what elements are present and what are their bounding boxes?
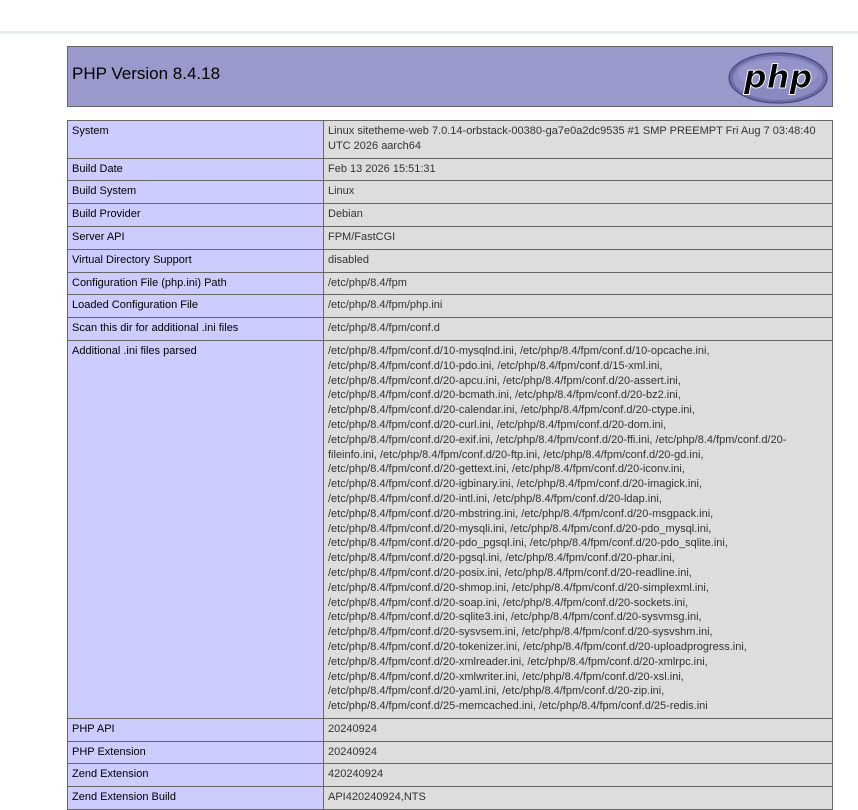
- row-value: [324, 158, 833, 181]
- table-row: [68, 181, 833, 204]
- row-value-line: /etc/php/8.4/fpm: [328, 276, 407, 289]
- row-value-line: 20240924: [328, 745, 377, 758]
- row-value-line: Linux sitetheme-web 7.0.14-orbstack-00380-ga7e0a2dc9535 #1 SMP PREEMPT Fri Aug 7 03:48:40: [328, 125, 816, 137]
- row-value: [324, 226, 833, 249]
- row-value-line: API420240924,NTS: [328, 791, 426, 804]
- row-value: [324, 121, 833, 159]
- phpinfo-header: [67, 46, 833, 107]
- row-value-line: /etc/php/8.4/fpm/conf.d/20-bcmath.ini, /etc/php/8.4/fpm/conf.d/20-bz2.ini,: [328, 389, 681, 402]
- row-value-line: /etc/php/8.4/fpm/conf.d/25-memcached.ini, /etc/php/8.4/fpm/conf.d/25-redis.ini: [328, 700, 708, 713]
- row-value: [324, 787, 833, 810]
- row-value-line: /etc/php/8.4/fpm/conf.d/20-xmlreader.ini, /etc/php/8.4/fpm/conf.d/20-xmlrpc.ini,: [328, 655, 708, 668]
- table-row: [68, 121, 833, 159]
- table-row: [68, 272, 833, 295]
- table-row: [68, 249, 833, 272]
- row-value-line: /etc/php/8.4/fpm/conf.d/20-soap.ini, /etc/php/8.4/fpm/conf.d/20-sockets.ini,: [328, 596, 689, 609]
- row-key: Zend Extension Build: [68, 787, 324, 810]
- row-value: [324, 204, 833, 227]
- row-value: [324, 741, 833, 764]
- row-value-line: /etc/php/8.4/fpm/conf.d/20-mbstring.ini, /etc/php/8.4/fpm/conf.d/20-msgpack.ini,: [328, 507, 714, 520]
- row-value-line: /etc/php/8.4/fpm/conf.d/20-intl.ini, /etc/php/8.4/fpm/conf.d/20-ldap.ini,: [328, 492, 662, 505]
- svg-text:php: php: [743, 58, 813, 96]
- row-value: [324, 340, 833, 718]
- row-key: Server API: [68, 226, 324, 249]
- row-value-line: 20240924: [328, 722, 377, 735]
- page-title: PHP Version 8.4.18: [72, 64, 221, 83]
- row-key: Build Provider: [68, 204, 324, 227]
- phpinfo-container: [67, 46, 833, 810]
- row-value-line: disabled: [328, 253, 369, 266]
- row-value-line: Linux: [328, 185, 355, 198]
- row-value-line: /etc/php/8.4/fpm/conf.d/20-sqlite3.ini, /etc/php/8.4/fpm/conf.d/20-sysvmsg.ini,: [328, 611, 702, 624]
- row-value-line: /etc/php/8.4/fpm/conf.d/20-xmlwriter.ini, /etc/php/8.4/fpm/conf.d/20-xsl.ini,: [328, 670, 684, 683]
- table-row: [68, 318, 833, 341]
- row-key: Loaded Configuration File: [68, 295, 324, 318]
- row-value-line: /etc/php/8.4/fpm/conf.d/20-shmop.ini, /etc/php/8.4/fpm/conf.d/20-simplexml.ini,: [328, 581, 709, 594]
- row-value: [324, 272, 833, 295]
- row-value: [324, 764, 833, 787]
- row-value-line: /etc/php/8.4/fpm/conf.d/20-igbinary.ini, /etc/php/8.4/fpm/conf.d/20-imagick.ini,: [328, 478, 702, 491]
- table-row: [68, 204, 833, 227]
- row-value-line: /etc/php/8.4/fpm/conf.d/10-pdo.ini, /etc/php/8.4/fpm/conf.d/15-xml.ini,: [328, 359, 663, 372]
- row-key: Additional .ini files parsed: [68, 340, 324, 718]
- row-value-line: /etc/php/8.4/fpm/conf.d/20-apcu.ini, /etc/php/8.4/fpm/conf.d/20-assert.ini,: [328, 374, 681, 387]
- row-value-line: Feb 13 2026 15:51:31: [328, 162, 436, 175]
- row-value: [324, 295, 833, 318]
- row-key: Build Date: [68, 158, 324, 181]
- row-value-line: /etc/php/8.4/fpm/conf.d/10-mysqlnd.ini, /etc/php/8.4/fpm/conf.d/10-opcache.ini,: [328, 344, 710, 357]
- row-key: Zend Extension: [68, 764, 324, 787]
- row-value-line: /etc/php/8.4/fpm/conf.d/20-mysqli.ini, /etc/php/8.4/fpm/conf.d/20-pdo_mysql.ini,: [328, 522, 712, 535]
- table-row: [68, 158, 833, 181]
- row-value-line: /etc/php/8.4/fpm/conf.d/20-yaml.ini, /etc/php/8.4/fpm/conf.d/20-zip.ini,: [328, 685, 665, 698]
- table-row: [68, 718, 833, 741]
- row-value: [324, 249, 833, 272]
- system-info-table: [67, 120, 833, 810]
- row-value-line: 420240924: [328, 768, 384, 781]
- table-row: [68, 787, 833, 810]
- row-key: PHP API: [68, 718, 324, 741]
- row-value-line: /etc/php/8.4/fpm/conf.d/20-tokenizer.ini, /etc/php/8.4/fpm/conf.d/20-uploadprogress.ini,: [328, 640, 747, 653]
- row-value-line: FPM/FastCGI: [328, 230, 396, 243]
- php-logo-icon[interactable]: [728, 52, 828, 104]
- row-value-line: /etc/php/8.4/fpm/conf.d/20-pgsql.ini, /etc/php/8.4/fpm/conf.d/20-phar.ini,: [328, 552, 675, 565]
- row-value-line: /etc/php/8.4/fpm/conf.d/20-calendar.ini, /etc/php/8.4/fpm/conf.d/20-ctype.ini,: [328, 404, 695, 417]
- row-value-line: /etc/php/8.4/fpm/conf.d/20-pdo_pgsql.ini, /etc/php/8.4/fpm/conf.d/20-pdo_sqlite.ini,: [328, 537, 728, 550]
- row-value-line: /etc/php/8.4/fpm/conf.d/20-posix.ini, /etc/php/8.4/fpm/conf.d/20-readline.ini,: [328, 566, 692, 579]
- row-value-line: /etc/php/8.4/fpm/conf.d/20-sysvsem.ini, /etc/php/8.4/fpm/conf.d/20-sysvshm.ini,: [328, 626, 713, 639]
- row-value-line: UTC 2026 aarch64: [328, 139, 421, 152]
- table-row: [68, 295, 833, 318]
- row-value-line: /etc/php/8.4/fpm/conf.d/20-gettext.ini, /etc/php/8.4/fpm/conf.d/20-iconv.ini,: [328, 463, 685, 476]
- row-value-line: /etc/php/8.4/fpm/conf.d: [328, 322, 440, 335]
- row-key: System: [68, 121, 324, 159]
- row-key: PHP Extension: [68, 741, 324, 764]
- row-key: Virtual Directory Support: [68, 249, 324, 272]
- row-value-line: /etc/php/8.4/fpm/conf.d/20-exif.ini, /etc/php/8.4/fpm/conf.d/20-ffi.ini, /etc/php/8.4/fpm/conf.d/20-: [328, 433, 787, 446]
- row-value-line: /etc/php/8.4/fpm/php.ini: [328, 299, 443, 312]
- row-key: Configuration File (php.ini) Path: [68, 272, 324, 295]
- browser-top-strip: [0, 0, 858, 34]
- row-value: [324, 318, 833, 341]
- row-key: Scan this dir for additional .ini files: [68, 318, 324, 341]
- row-value: [324, 718, 833, 741]
- table-row: [68, 226, 833, 249]
- row-key: Build System: [68, 181, 324, 204]
- table-row: [68, 764, 833, 787]
- row-value-line: fileinfo.ini, /etc/php/8.4/fpm/conf.d/20-ftp.ini, /etc/php/8.4/fpm/conf.d/20-gd.ini,: [328, 448, 704, 461]
- row-value-line: Debian: [328, 208, 363, 221]
- table-row: [68, 340, 833, 718]
- table-row: [68, 741, 833, 764]
- row-value-line: /etc/php/8.4/fpm/conf.d/20-curl.ini, /etc/php/8.4/fpm/conf.d/20-dom.ini,: [328, 418, 667, 431]
- row-value: [324, 181, 833, 204]
